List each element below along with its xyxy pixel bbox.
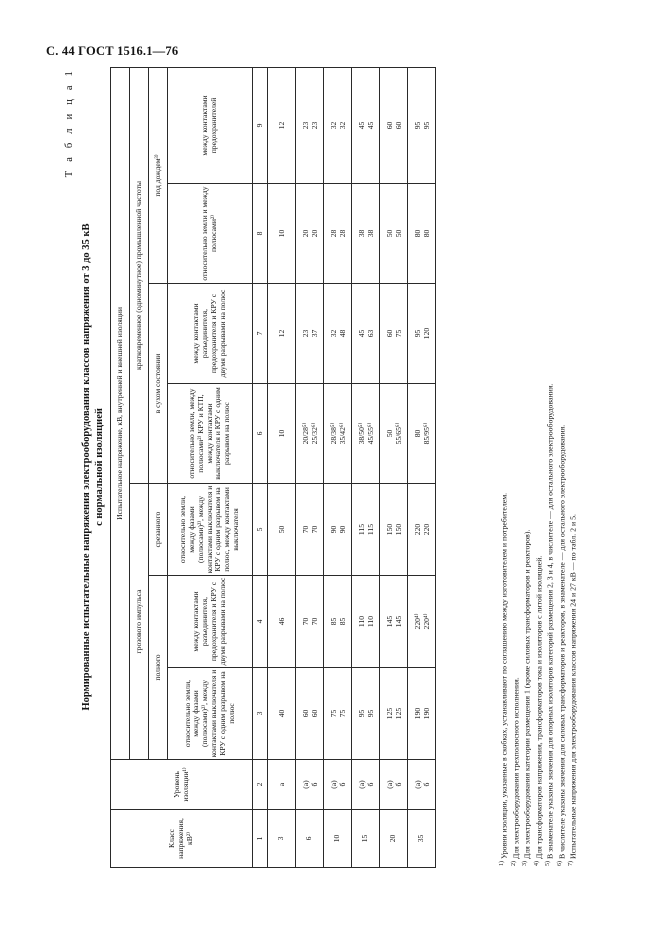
cell-col-7 xyxy=(324,284,352,384)
cell-value: 12 xyxy=(277,121,286,130)
cell-value: 60 xyxy=(300,709,310,718)
cell-col-6 xyxy=(352,384,380,484)
cell-value: 55/65⁶⁾ xyxy=(393,422,403,445)
cell-value: 95 xyxy=(421,121,431,130)
cell-value: 220⁴⁾ xyxy=(421,613,431,630)
footnote-mark: 5) xyxy=(545,861,551,866)
col-number: 2 xyxy=(253,760,268,810)
table-row xyxy=(352,67,380,867)
cell-value: 60 xyxy=(393,121,403,130)
test-voltage-table xyxy=(110,67,436,868)
header-col-3: относительно земли, между фазами (полюсами)²⁾, между контактами выключателя и КРУ с одним разрывом на полюс xyxy=(168,668,253,760)
cell-col-4 xyxy=(352,576,380,668)
header-chopped-impulse: срезанного xyxy=(149,484,168,576)
cell-value: 28 xyxy=(337,229,347,238)
cell-value: 125 xyxy=(393,707,403,720)
cell-value: 45/55⁶⁾ xyxy=(365,422,375,445)
table-body xyxy=(268,67,436,867)
footnote xyxy=(567,66,579,866)
footnote-mark: 1) xyxy=(499,861,505,866)
cell-value: 150 xyxy=(384,523,394,536)
footnote-text: Для трансформаторов напряжения, трансформаторов тока и изоляторов с литой изоляцией. xyxy=(534,555,544,860)
cell-value: 32 xyxy=(328,329,338,338)
cell-col-9 xyxy=(296,67,324,183)
cell-value: 85 xyxy=(337,617,347,626)
voltage-class-cell: 20 xyxy=(380,810,408,868)
insulation-level-cell xyxy=(296,760,324,810)
cell-value: б xyxy=(365,782,375,787)
voltage-class-cell: 3 xyxy=(268,810,296,868)
cell-value: 85 xyxy=(328,617,338,626)
cell-value: 120 xyxy=(421,327,431,340)
insulation-level-cell xyxy=(268,760,296,810)
cell-value: 38 xyxy=(356,229,366,238)
cell-value: 63 xyxy=(365,329,375,338)
cell-col-6 xyxy=(296,384,324,484)
cell-col-6 xyxy=(268,384,296,484)
header-col-6: относительно земли, между полюсами²⁾ КРУ и КТП, между контактами выключателя и КРУ с одним разрывом на полюс xyxy=(168,384,253,484)
cell-col-8 xyxy=(296,184,324,284)
footnotes xyxy=(498,66,579,866)
cell-value: 95 xyxy=(356,709,366,718)
header-col-5: относительно земли, между фазами (полюсами)²⁾, между контактами выключателя и КРУ с одним разрывом на полюс, между контактами выключателя xyxy=(168,484,253,576)
cell-value: (а) xyxy=(300,780,310,789)
cell-value: 80 xyxy=(412,429,422,438)
header-voltage-class: Класс напряжения, кВ²⁾ xyxy=(111,810,253,868)
column-numbers-row xyxy=(253,67,268,867)
insulation-level-cell xyxy=(352,760,380,810)
col-number: 1 xyxy=(253,810,268,868)
cell-value: 85/95⁶⁾ xyxy=(421,422,431,445)
cell-col-8 xyxy=(408,184,436,284)
voltage-class-cell: 35 xyxy=(408,810,436,868)
footnote-text: Испытательные напряжения для электрооборудования классов напряжения 24 и 27 кВ — по табл. 2 и 5. xyxy=(568,514,578,860)
cell-value: 110 xyxy=(356,615,366,628)
cell-value: 50 xyxy=(384,229,394,238)
footnote-text: В числителе указаны значения для силовых трансформаторов и реакторов, в знаменателе — для остального электрооборудования. xyxy=(557,424,567,860)
cell-value: 220 xyxy=(421,523,431,536)
cell-col-4 xyxy=(324,576,352,668)
cell-value: а xyxy=(277,782,286,787)
cell-value: 40 xyxy=(277,709,286,718)
cell-value: 75 xyxy=(337,709,347,718)
cell-value: 32 xyxy=(328,121,338,130)
footnote xyxy=(521,66,533,866)
cell-col-8 xyxy=(352,184,380,284)
cell-col-4 xyxy=(380,576,408,668)
table-row xyxy=(296,67,324,867)
cell-col-9 xyxy=(408,67,436,183)
cell-col-5 xyxy=(380,484,408,576)
table-label: Т а б л и ц а 1 xyxy=(64,68,75,178)
col-number: 7 xyxy=(253,284,268,384)
cell-col-3 xyxy=(324,668,352,760)
cell-value: 110 xyxy=(365,615,375,628)
cell-col-8 xyxy=(324,184,352,284)
cell-value: 70 xyxy=(300,525,310,534)
footnote xyxy=(544,66,556,866)
insulation-level-cell xyxy=(408,760,436,810)
cell-value: 75 xyxy=(328,709,338,718)
cell-col-5 xyxy=(324,484,352,576)
cell-value: 95 xyxy=(412,121,422,130)
cell-value: 10 xyxy=(277,229,286,238)
cell-value: 95 xyxy=(365,709,375,718)
rotated-table-page xyxy=(62,62,592,872)
cell-col-3 xyxy=(380,668,408,760)
cell-value: 75 xyxy=(393,329,403,338)
header-insulation-level: Уровень изоляции¹⁾ xyxy=(111,760,253,810)
footnote-text: Для электрооборудования категории размещения 1 (кроме силовых трансформаторов и реакторов). xyxy=(522,529,532,860)
table-row xyxy=(268,67,296,867)
cell-col-7 xyxy=(380,284,408,384)
footnote xyxy=(510,66,522,866)
cell-col-8 xyxy=(268,184,296,284)
cell-col-7 xyxy=(268,284,296,384)
footnote xyxy=(533,66,545,866)
footnote xyxy=(556,66,568,866)
header-under-rain: под дождем³⁾ xyxy=(149,67,168,283)
header-power-frequency: кратковременное (одноминутное) промышленной частоты xyxy=(130,67,149,483)
cell-value: б xyxy=(393,782,403,787)
cell-col-8 xyxy=(380,184,408,284)
cell-value: 45 xyxy=(356,121,366,130)
cell-value: 20 xyxy=(300,229,310,238)
cell-col-3 xyxy=(352,668,380,760)
title-line-2: с нормальной изоляцией xyxy=(94,408,105,526)
cell-value: 220 xyxy=(412,523,422,536)
cell-value: 50 xyxy=(384,429,394,438)
voltage-class-cell: 6 xyxy=(296,810,324,868)
cell-value: 190 xyxy=(421,707,431,720)
footnote-text: В знаменателе указаны значения для опорных изоляторов категорий размещения 2, 3 и 4, в числителе — для остального электрооборудования. xyxy=(545,383,555,860)
cell-col-5 xyxy=(352,484,380,576)
cell-value: б xyxy=(337,782,347,787)
footnote-mark: 4) xyxy=(533,861,540,866)
page-header: С. 44 ГОСТ 1516.1—76 xyxy=(46,44,179,58)
cell-col-4 xyxy=(408,576,436,668)
cell-value: (а) xyxy=(328,780,338,789)
cell-col-3 xyxy=(268,668,296,760)
header-dry-state: в сухом состоянии xyxy=(149,284,168,484)
cell-value: 70 xyxy=(309,617,319,626)
cell-value: б xyxy=(421,782,431,787)
cell-value: 45 xyxy=(356,329,366,338)
cell-value: 28/38⁵⁾ xyxy=(328,422,338,445)
cell-col-4 xyxy=(268,576,296,668)
header-col-4: между контактами разъединителя, предохранителя и КРУ с двумя разрывами на полюс xyxy=(168,576,253,668)
cell-value: 35/42⁶⁾ xyxy=(337,422,347,445)
col-number: 3 xyxy=(253,668,268,760)
cell-value: 115 xyxy=(356,523,366,536)
cell-col-5 xyxy=(296,484,324,576)
cell-value: 50 xyxy=(393,229,403,238)
cell-value: 23 xyxy=(309,121,319,130)
cell-value: 23 xyxy=(300,329,310,338)
cell-value: 145 xyxy=(393,615,403,628)
cell-value: 70 xyxy=(300,617,310,626)
cell-value: 70 xyxy=(309,525,319,534)
cell-value: (а) xyxy=(384,780,394,789)
cell-value: 90 xyxy=(337,525,347,534)
cell-value: 190 xyxy=(412,707,422,720)
cell-col-5 xyxy=(408,484,436,576)
footnote-text: Уровни изоляции, указанные в скобках, устанавливают по соглашению между изготовителем и потребителем. xyxy=(499,492,509,860)
cell-value: 38 xyxy=(365,229,375,238)
col-number: 8 xyxy=(253,184,268,284)
cell-value: 25/32⁶⁾ xyxy=(309,422,319,445)
cell-col-3 xyxy=(408,668,436,760)
cell-value: 60 xyxy=(309,709,319,718)
header-test-voltage: Испытательное напряжение, кВ, внутренней и внешней изоляции xyxy=(111,67,130,759)
header-full-impulse: полного xyxy=(149,576,168,760)
cell-value: 95 xyxy=(412,329,422,338)
table-row xyxy=(324,67,352,867)
cell-value: (а) xyxy=(412,780,422,789)
cell-col-7 xyxy=(352,284,380,384)
cell-value: 45 xyxy=(365,121,375,130)
cell-value: 12 xyxy=(277,329,286,338)
cell-col-6 xyxy=(380,384,408,484)
insulation-level-cell xyxy=(380,760,408,810)
footnote-mark: 2) xyxy=(510,861,517,866)
col-number: 4 xyxy=(253,576,268,668)
col-number: 9 xyxy=(253,67,268,183)
cell-value: 220⁴⁾ xyxy=(412,613,422,630)
cell-col-9 xyxy=(268,67,296,183)
header-lightning-impulse: грозового импульса xyxy=(130,484,149,760)
cell-value: 48 xyxy=(337,329,347,338)
cell-value: 20 xyxy=(309,229,319,238)
footnote xyxy=(498,66,510,866)
cell-value: 60 xyxy=(384,329,394,338)
cell-value: 80 xyxy=(421,229,431,238)
header-col-9: между контактами предохранителей xyxy=(168,67,253,183)
cell-col-9 xyxy=(380,67,408,183)
cell-col-7 xyxy=(408,284,436,384)
cell-value: 28 xyxy=(328,229,338,238)
cell-value: 150 xyxy=(393,523,403,536)
cell-value: 50 xyxy=(277,525,286,534)
insulation-level-cell xyxy=(324,760,352,810)
cell-value: 38/50⁵⁾ xyxy=(356,422,366,445)
cell-value: 125 xyxy=(384,707,394,720)
footnote-mark: 7) xyxy=(568,861,574,866)
cell-value: 46 xyxy=(277,617,286,626)
cell-value: 60 xyxy=(384,121,394,130)
footnote-mark: 6) xyxy=(556,861,563,866)
cell-col-4 xyxy=(296,576,324,668)
cell-col-6 xyxy=(324,384,352,484)
footnote-text: Для электрооборудования трехполюсного исполнения. xyxy=(511,677,521,860)
cell-value: 80 xyxy=(412,229,422,238)
voltage-class-cell: 10 xyxy=(324,810,352,868)
cell-col-3 xyxy=(296,668,324,760)
cell-value: 10 xyxy=(277,429,286,438)
table-row xyxy=(380,67,408,867)
cell-value: 23 xyxy=(300,121,310,130)
cell-value: 32 xyxy=(337,121,347,130)
col-number: 6 xyxy=(253,384,268,484)
table-row xyxy=(408,67,436,867)
voltage-class-cell: 15 xyxy=(352,810,380,868)
cell-col-6 xyxy=(408,384,436,484)
cell-value: 115 xyxy=(365,523,375,536)
footnote-mark: 3) xyxy=(522,861,528,866)
cell-value: 20/28⁵⁾ xyxy=(300,422,310,445)
cell-col-9 xyxy=(324,67,352,183)
cell-value: 37 xyxy=(309,329,319,338)
header-col-7: между контактами разъединителя, предохранителя и КРУ с двумя разрывами на полюс xyxy=(168,284,253,384)
table-title xyxy=(80,62,106,872)
cell-value: 145 xyxy=(384,615,394,628)
cell-col-7 xyxy=(296,284,324,384)
col-number: 5 xyxy=(253,484,268,576)
cell-value: (а) xyxy=(356,780,366,789)
cell-col-5 xyxy=(268,484,296,576)
header-col-8: относительно земли и между полюсами²⁾ xyxy=(168,184,253,284)
cell-value: 90 xyxy=(328,525,338,534)
cell-col-9 xyxy=(352,67,380,183)
title-line-1: Нормированные испытательные напряжения электрооборудования классов напряжения от 3 до 35 кВ xyxy=(81,223,92,711)
cell-value: б xyxy=(309,782,319,787)
